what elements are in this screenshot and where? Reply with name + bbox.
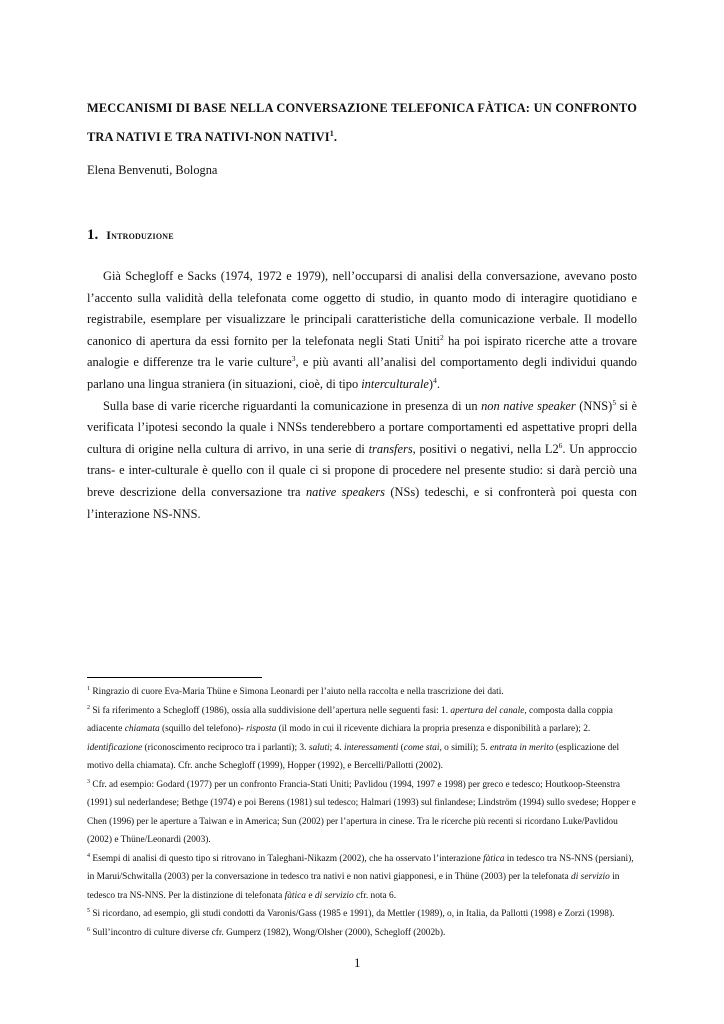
italic-term: native speakers: [305, 484, 385, 499]
footnote-text: Ringrazio di cuore Eva-Maria Thüne e Simona Leonardi per l’aiuto nella raccolta e nella trascrizione dei dati.: [90, 687, 504, 697]
footnote-1: [87, 683, 637, 702]
footnote-number: 1: [87, 685, 90, 692]
section-number: 1.: [87, 227, 99, 243]
italic-term: interessamenti: [343, 742, 399, 753]
italic-term: identificazione: [87, 742, 143, 753]
footnote-5: [87, 905, 637, 924]
footnote-text: ; 4.: [329, 742, 344, 753]
footnote-text: Si ricordano, ad esempio, gli studi condotti da Varonis/Gass (1985 e 1991), da Mettler (1989), o, in Italia, da Pallotti (1998) e Zorzi (1998).: [90, 909, 615, 919]
text-run: , positivi o negativi, nella L2: [412, 441, 559, 456]
footnote-ref: 4: [433, 375, 437, 385]
title-text: MECCANISMI DI BASE NELLA CONVERSAZIONE TELEFONICA FÀTICA: UN CONFRONTO TRA NATIVI E TRA NATIVI-NON NATIVI: [87, 101, 637, 145]
footnote-text: e: [305, 890, 315, 901]
text-run: ): [428, 376, 434, 391]
footnote-number: 4: [87, 852, 90, 859]
footnote-text: (esplicazione del motivo della chiamata). Cfr. anche Schegloff (1999), Hopper (1992), e Bercelli/Pallotti (2002).: [87, 742, 620, 771]
footnote-number: 6: [87, 926, 90, 933]
footnote-3: [87, 776, 637, 850]
italic-term: di servizio: [314, 890, 354, 901]
italic-term: fàtica: [483, 853, 505, 864]
italic-term: apertura del canale: [450, 705, 525, 716]
footnote-number: 3: [87, 778, 90, 785]
italic-term: risposta: [246, 724, 277, 734]
footnote-ref: 3: [291, 354, 296, 364]
footnote-ref: 6: [558, 440, 563, 450]
footnote-6: [87, 924, 637, 943]
italic-term: saluti: [308, 742, 330, 753]
footnote-text: (squillo del telefono)-: [159, 724, 247, 734]
text-run: . Un approccio trans- e inter-culturale è quello con il quale ci si propone di procedere nel presente studio: si darà perciò una breve descrizione della conversazione tra: [87, 441, 637, 499]
footnote-text: , composta dalla coppia adiacente: [87, 705, 613, 734]
italic-term: transfers: [368, 441, 413, 456]
text-run: , e più avanti all’analisi del comportamento degli individui quando parlano una lingua straniera (in situazioni, cioè, di tipo: [87, 355, 638, 391]
paragraph-1: [87, 266, 637, 396]
italic-term: come stai: [403, 742, 440, 753]
title-end: .: [333, 130, 338, 145]
footnote-4: [87, 850, 637, 906]
title-footnote-ref: 1: [329, 129, 334, 138]
footnote-text: (il modo in cui il ricevente dichiara la propria presenza e disponibilità a parlare); 2.: [276, 724, 591, 734]
italic-term: di servizio: [571, 872, 610, 882]
author-line: Elena Benvenuti, Bologna: [87, 163, 218, 177]
text-run: Sulla base di varie ricerche riguardanti la comunicazione in presenza di un: [103, 398, 482, 413]
italic-term: fàtica: [284, 890, 306, 901]
footnote-text: in tedesco tra NS-NNS. Per la distinzione di telefonata: [87, 872, 620, 901]
footnote-text: (: [398, 742, 404, 753]
text-run: .: [436, 376, 440, 391]
text-run: Già Schegloff e Sacks (1974, 1972 e 1979), nell’occuparsi di analisi della conversazione, avevano posto l’accento sulla validità della telefonata come oggetto di studio, in quanto modo di interagire quotidiano e registrabile, esemplare per visualizzare le principali caratteristiche della comunicazione verbale. Il modello canonico di apertura da essi fornito per la telefonata negli Stati Uniti: [87, 269, 637, 348]
footnote-text: , o simili); 5.: [439, 742, 490, 753]
section-title: Introduzione: [106, 228, 174, 242]
footnote-text: Sull’incontro di culture diverse cfr. Gumperz (1982), Wong/Olsher (2000), Schegloff (2002b).: [90, 927, 446, 938]
section-heading: [87, 226, 174, 244]
footnote-number: 2: [87, 704, 90, 711]
paragraph-2: [87, 396, 637, 526]
footnote-ref: 5: [612, 397, 617, 407]
paper-title: [87, 96, 637, 150]
footnote-text: Si fa riferimento a Schegloff (1986), ossia alla suddivisione dell’apertura nelle seguenti fasi: 1.: [90, 705, 451, 716]
footnote-text: Esempi di analisi di questo tipo si ritrovano in Taleghani-Nikazm (2002), che ha osservato l’interazione: [90, 853, 484, 864]
footnote-text: cfr. nota 6.: [353, 890, 397, 901]
text-run: (NSs) tedeschi, e si confronterà poi questa con l’interazione NS-NNS.: [87, 484, 637, 521]
italic-term: entrata in merito: [490, 742, 554, 753]
italic-term: non native speaker: [481, 398, 576, 413]
footnote-number: 5: [87, 907, 90, 914]
footnote-text: (riconoscimento reciproco tra i parlanti); 3.: [142, 742, 309, 753]
italic-term: interculturale: [361, 376, 429, 391]
page-number: 1: [354, 955, 361, 970]
italic-term: chiamata: [124, 724, 160, 734]
body-text: [87, 266, 637, 525]
footnote-text: in tedesco tra NS-NNS (persiani), in Marui/Schwitalla (2003) per la conversazione in tedesco tra nativi e non nativi giapponesi, e in Thüne (2003) per la telefonata: [87, 853, 634, 882]
footnote-2: [87, 702, 637, 776]
text-run: ha poi ispirato ricerche atte a trovare analogie e differenze tra le varie culture: [87, 333, 638, 370]
footnotes: [87, 683, 637, 942]
text-run: (NNS): [575, 398, 613, 413]
footnote-separator: [87, 677, 262, 678]
footnote-text: Cfr. ad esempio: Godard (1977) per un confronto Francia-Stati Uniti; Pavlidou (1994, 1997 e 1998) per greco e tedesco; Houtkoop-Steenstra (1991) sul nederlandese; Bethge (1974) e poi Berens (1981) sul tedesco; Halmari (1993) sul finlandese; Lindström (1994) sullo svedese; Hopper e Chen (1996) per le aperture a Taiwan e in America; Sun (2002) per l’apertura in cinese. Tra le ricerche più recenti si ricordano Luke/Pavlidou (2002) e Thüne/Leonardi (2003).: [87, 779, 636, 845]
text-run: si è verificata l’ipotesi secondo la quale i NNSs tenderebbero a portare comportamenti ed aspettative propri della cultura di origine nella cultura di arrivo, in una serie di: [87, 398, 637, 456]
footnote-ref: 2: [440, 332, 444, 342]
